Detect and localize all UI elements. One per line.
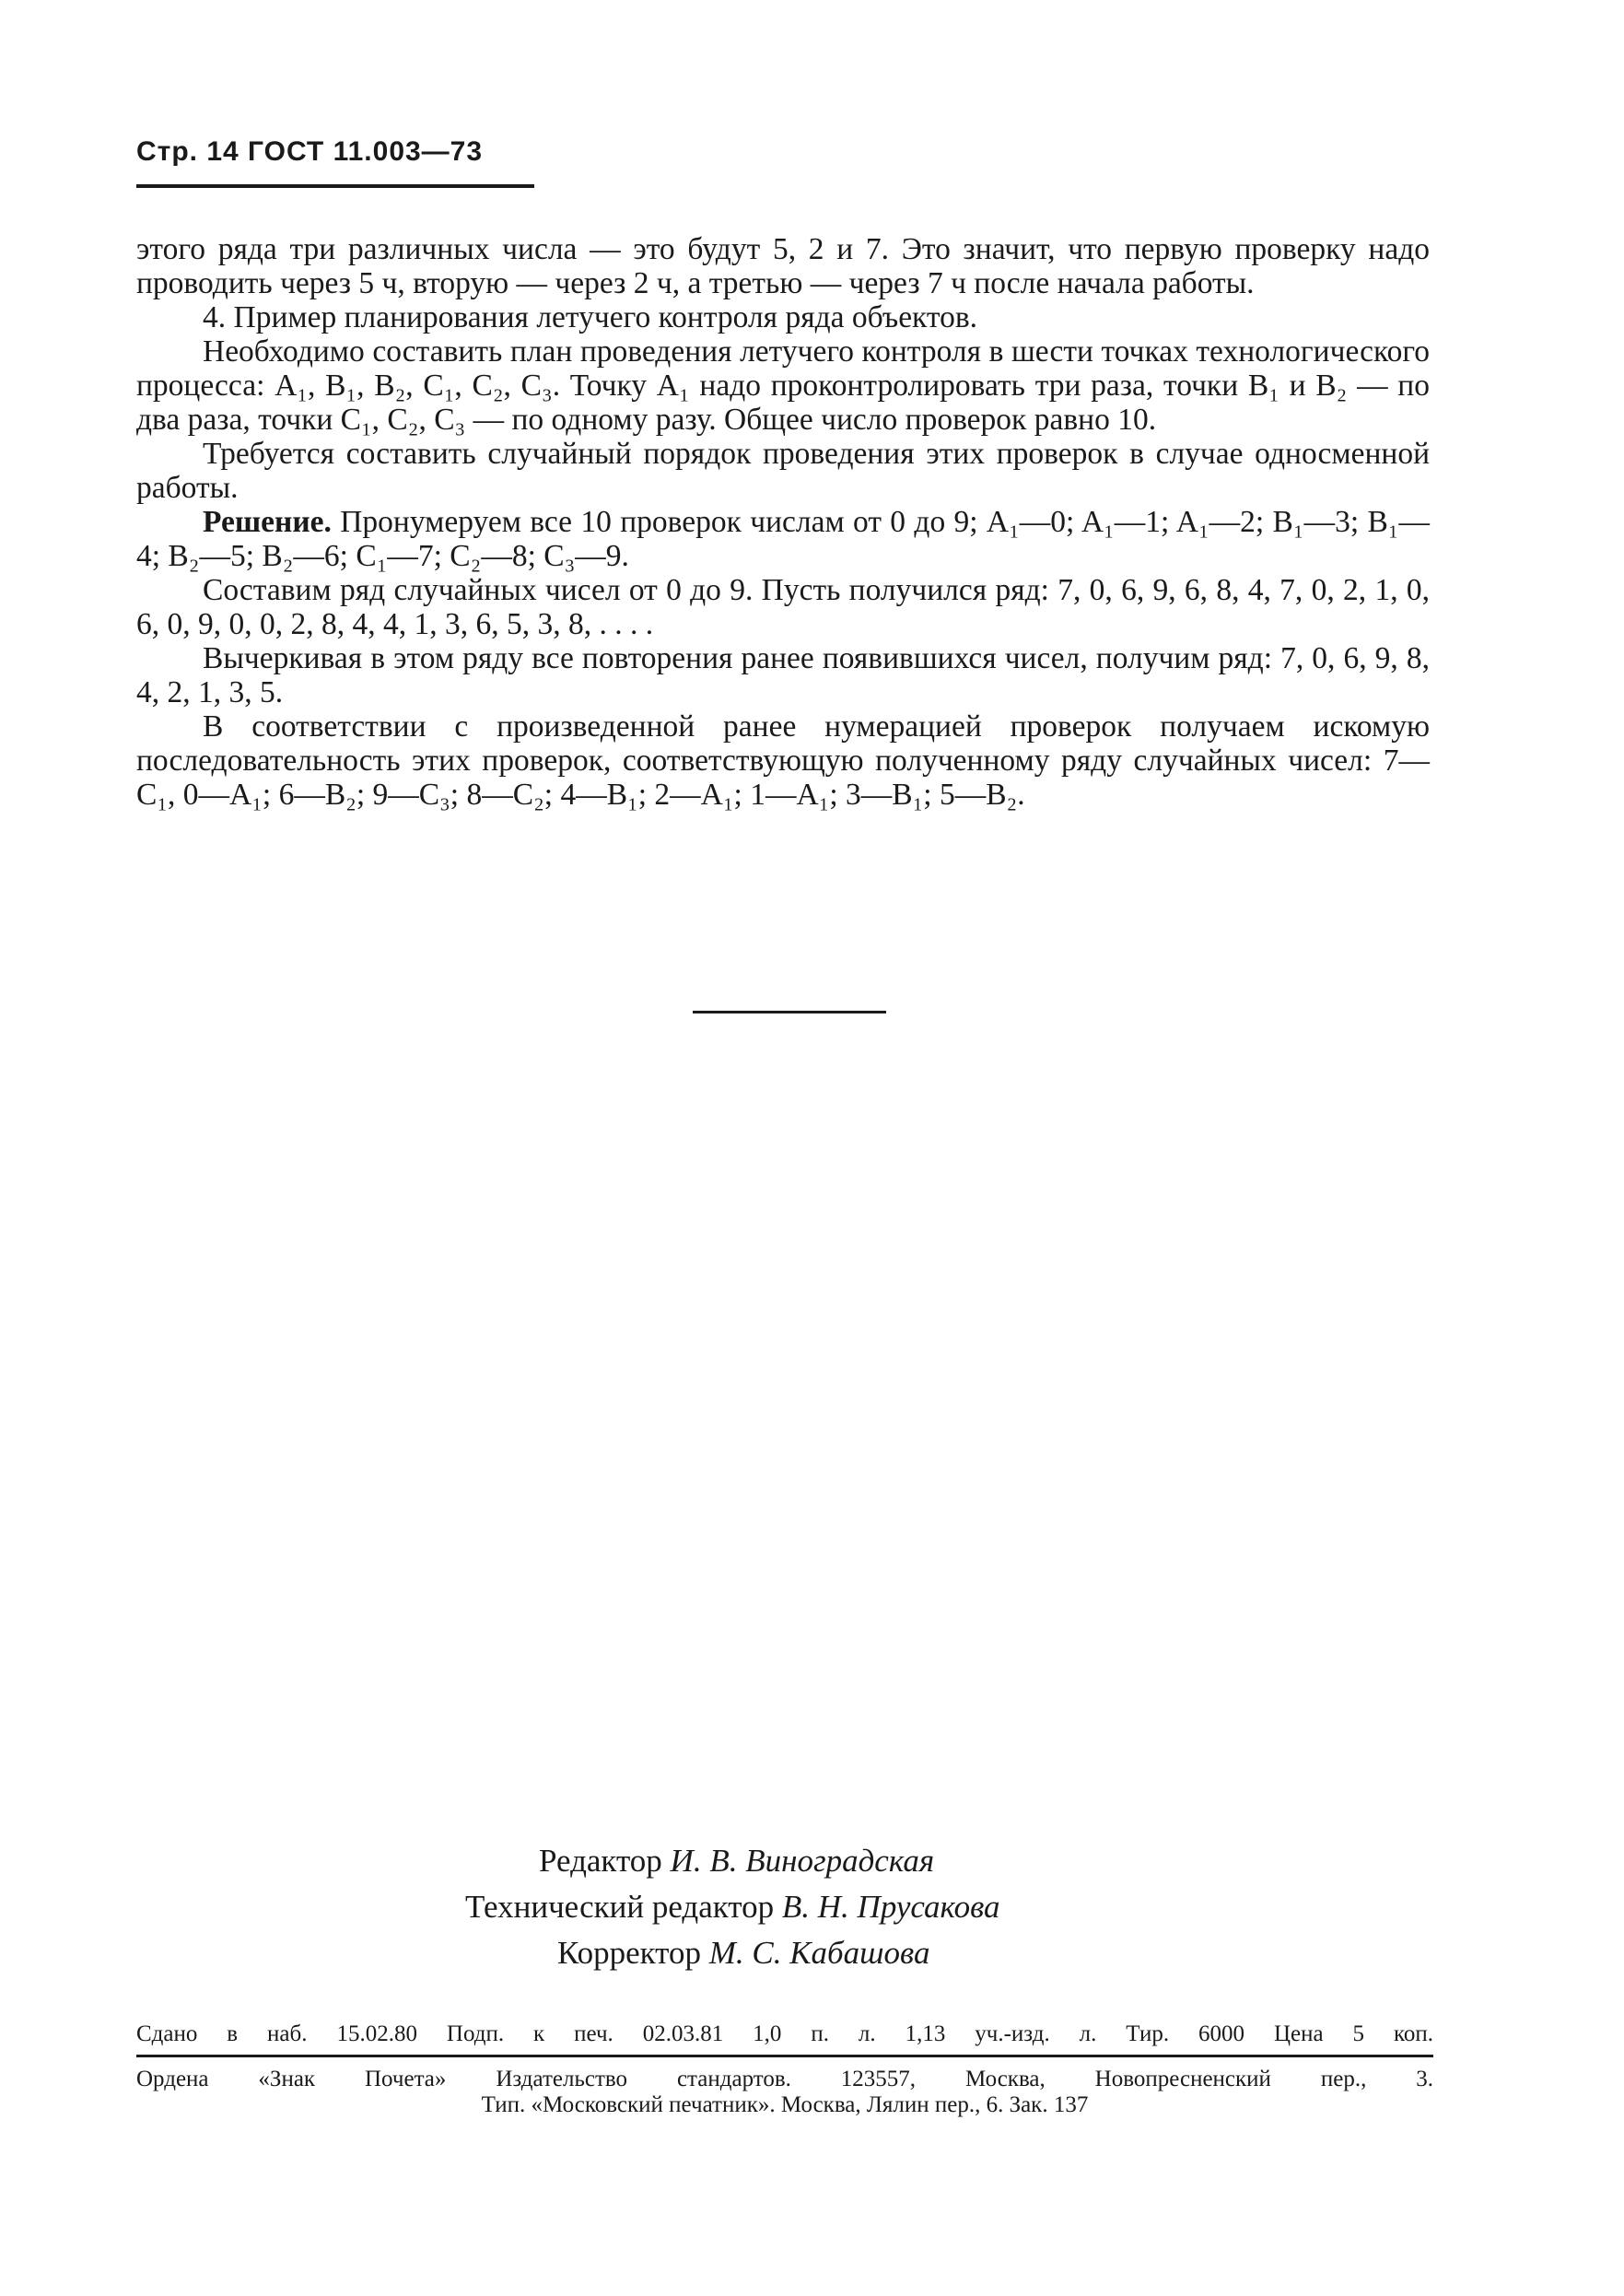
paragraph xyxy=(136,641,1430,709)
paragraph xyxy=(136,573,1430,641)
paragraph xyxy=(136,300,1430,334)
credit-role: Технический редактор xyxy=(465,1889,775,1925)
credit-role: Корректор xyxy=(557,1935,702,1971)
paragraph-text: этого ряда три различных числа — это будут 5, 2 и 7. Это значит, что первую проверку надо проводить через 5 ч, вторую — через 2 ч, а третью — через 7 ч после начала работы. xyxy=(136,232,1430,300)
credit-technical-editor xyxy=(465,1885,1000,1928)
paragraph-text: Составим ряд случайных чисел от 0 до 9. Пусть получился ряд: 7, 0, 6, 9, 6, 8, 4, 7, 0, 2, 1, 0, 6, 0, 9, 0, 0, 2, 8, 4, 4, 1, 3, 6, 5, 3, 8, . . . . xyxy=(136,573,1430,641)
section-divider xyxy=(693,1011,886,1013)
paragraph-text: Вычеркивая в этом ряду все повторения ранее появившихся чисел, получим ряд: 7, 0, 6, 9, 8, 4, 2, 1, 3, 5. xyxy=(136,641,1430,709)
paragraph-text: Пронумеруем все 10 проверок числам от 0 до 9; A₁—0; A₁—1; A₁—2; B₁—3; B₁—4; B₂—5; B₂—6; C₁—7; C₂—8; C₃—9. xyxy=(136,505,1430,573)
paragraph-text: 4. Пример планирования летучего контроля ряда объектов. xyxy=(203,300,978,334)
page-header: Стр. 14 ГОСТ 11.003—73 xyxy=(136,136,484,167)
credit-role: Редактор xyxy=(539,1843,662,1879)
paragraph-lead: Решение. xyxy=(203,505,332,539)
imprint-publisher: Ордена «Знак Почета» Издательство стандартов. 123557, Москва, Новопресненский пер., 3. xyxy=(136,2067,1433,2091)
credit-name: И. В. Виноградская xyxy=(670,1843,935,1879)
paragraph xyxy=(136,709,1430,812)
paragraph xyxy=(136,334,1430,437)
paragraph-text: В соответствии с произведенной ранее нумерацией проверок получаем искомую последовательность этих проверок, соответствующую полученному ряду случайных чисел: 7—C₁, 0—A₁; 6—B₂; 9—C₃; 8—C₂; 4—B₁; 2—A₁; 1—A₁; 3—B₁; 5—B₂. xyxy=(136,709,1430,812)
imprint-block xyxy=(136,2021,1433,2118)
paragraph xyxy=(136,505,1430,573)
paragraph-text: Необходимо составить план проведения летучего контроля в шести точках технологического процесса: A₁, B₁, B₂, C₁, C₂, C₃. Точку A₁ надо проконтролировать три раза, точки B₁ и B₂ — по два раза, точки C₁, C₂, C₃ — по одному разу. Общее число проверок равно 10. xyxy=(136,334,1430,437)
body-text xyxy=(136,232,1430,812)
credit-corrector xyxy=(557,1931,930,1974)
imprint-rule xyxy=(136,2055,1433,2057)
imprint-printer: Тип. «Московский печатник». Москва, Лялин пер., 6. Зак. 137 xyxy=(481,2092,1089,2117)
credit-name: В. Н. Прусакова xyxy=(781,1889,1000,1925)
imprint-print-details: Сдано в наб. 15.02.80 Подп. к печ. 02.03.81 1,0 п. л. 1,13 уч.-изд. л. Тир. 6000 Цена 5 коп. xyxy=(136,2021,1433,2046)
paragraph xyxy=(136,437,1430,505)
credit-name: М. С. Кабашова xyxy=(708,1935,930,1971)
credit-editor xyxy=(539,1839,934,1882)
paragraph-text: Требуется составить случайный порядок проведения этих проверок в случае односменной работы. xyxy=(136,437,1430,505)
header-rule xyxy=(136,184,534,188)
paragraph xyxy=(136,232,1430,300)
